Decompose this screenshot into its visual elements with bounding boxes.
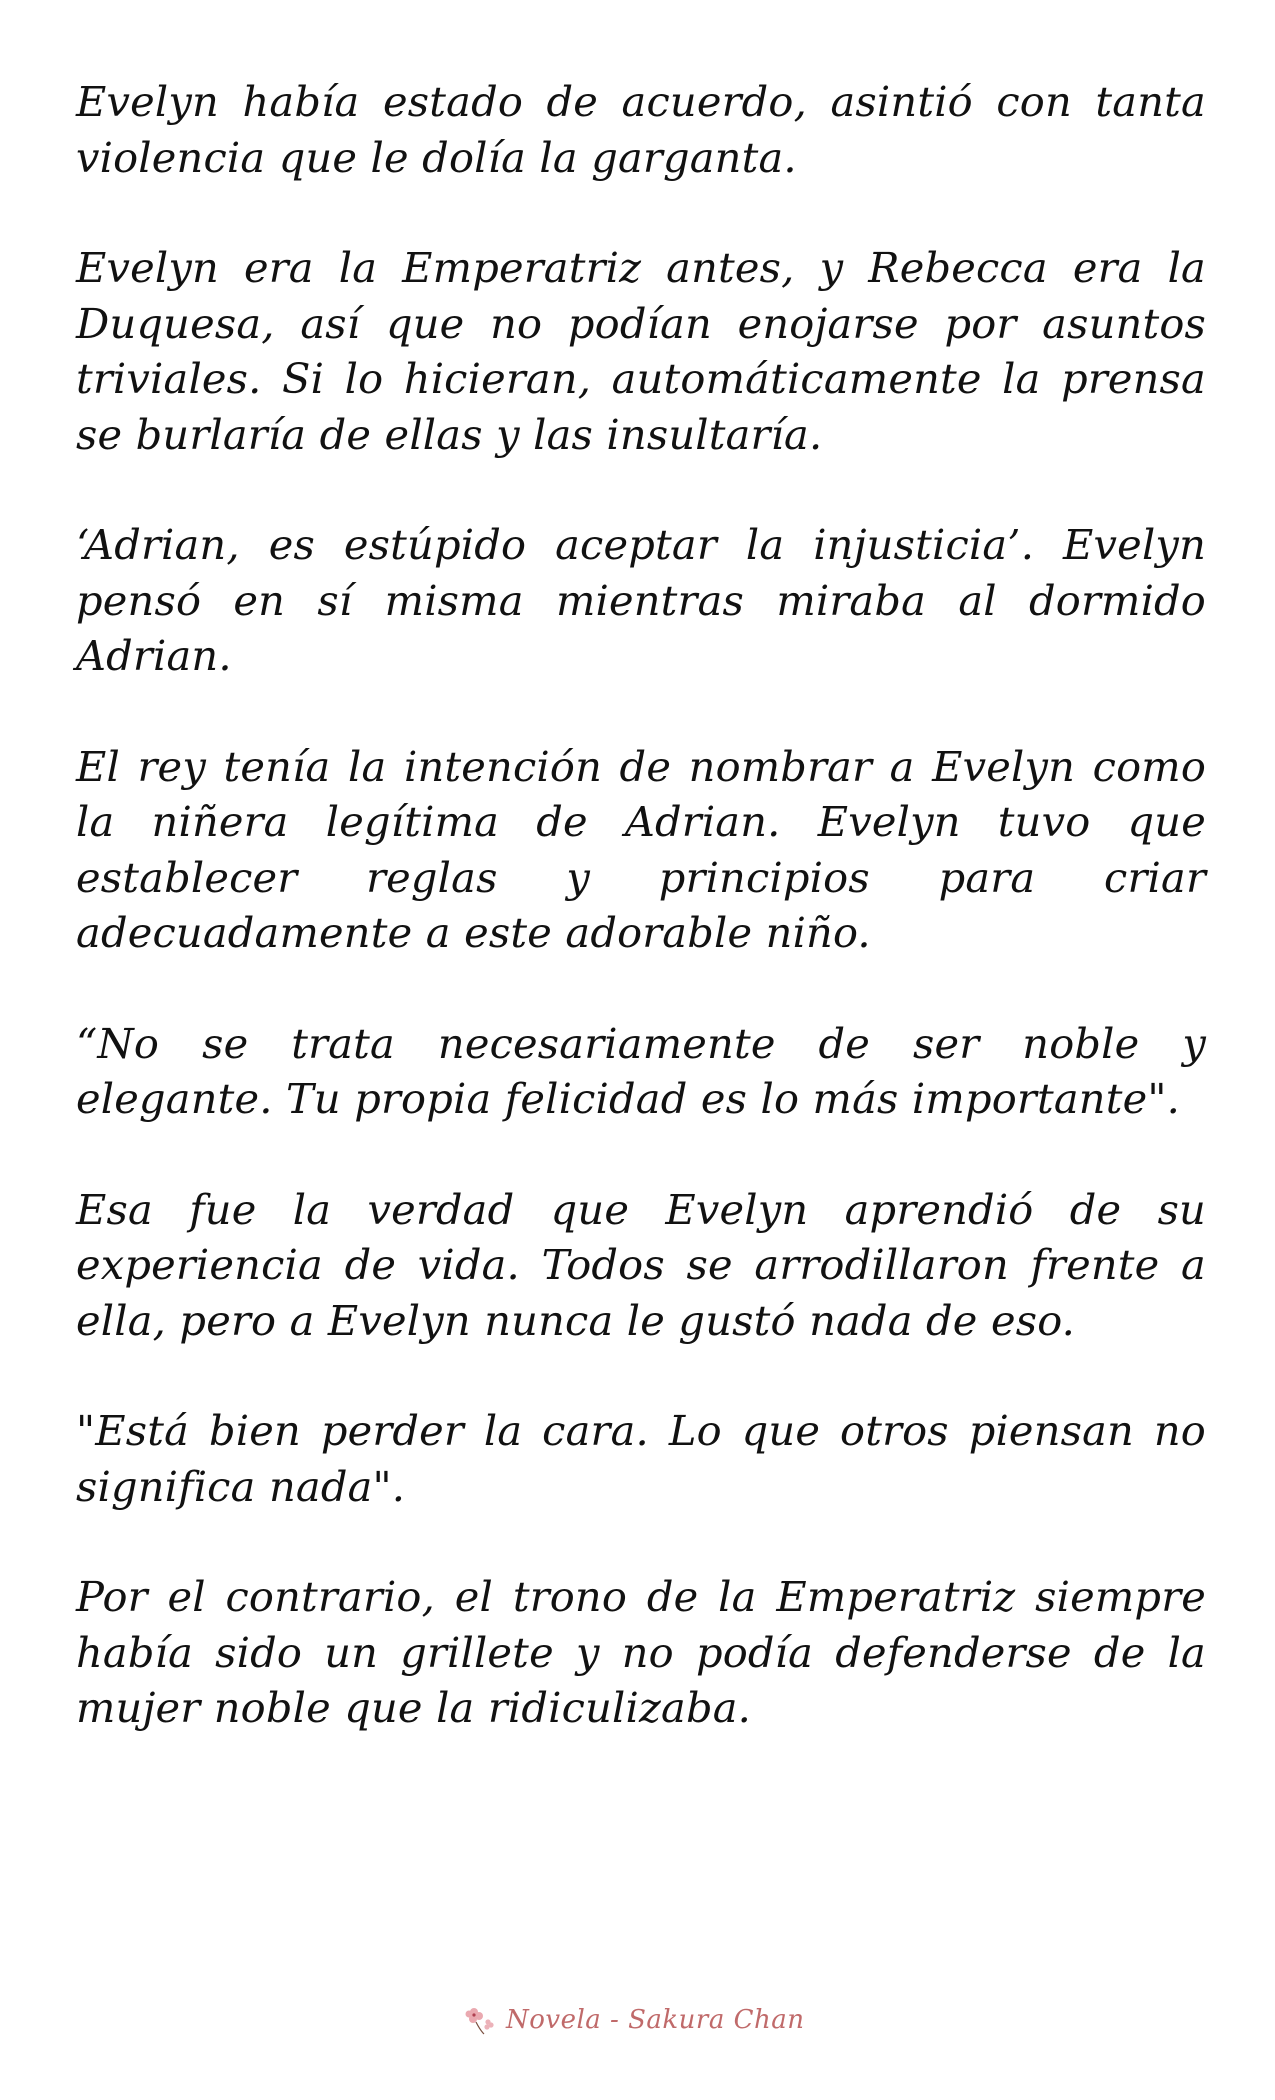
paragraph-8: Por el contrario, el trono de la Emperatriz siempre había sido un grillete y no podía defenderse de la mujer noble que la ridiculizaba. bbox=[76, 1572, 1206, 1732]
watermark-text: Novela - Sakura Chan bbox=[506, 2005, 805, 2035]
sakura-flower-icon bbox=[462, 2002, 498, 2038]
paragraph-7: "Está bien perder la cara. Lo que otros piensan no significa nada". bbox=[76, 1406, 1206, 1511]
paragraph-4: El rey tenía la intención de nombrar a Evelyn como la niñera legítima de Adrian. Evelyn tuvo que establecer reglas y principios para criar adecuadamente a este adorable niño. bbox=[76, 741, 1206, 957]
paragraph-2: Evelyn era la Emperatriz antes, y Rebecca era la Duquesa, así que no podían enojarse por asuntos triviales. Si lo hicieran, automáticamente la prensa se burlaría de ellas y las insultaría. bbox=[76, 243, 1206, 459]
paragraph-3: ‘Adrian, es estúpido aceptar la injusticia’. Evelyn pensó en sí misma mientras miraba al dormido Adrian. bbox=[76, 520, 1206, 680]
paragraph-1: Evelyn había estado de acuerdo, asintió con tanta violencia que le dolía la garganta. bbox=[76, 77, 1206, 182]
document-body bbox=[76, 74, 1206, 1791]
paragraph-6: Esa fue la verdad que Evelyn aprendió de su experiencia de vida. Todos se arrodillaron frente a ella, pero a Evelyn nunca le gustó nada de eso. bbox=[76, 1184, 1206, 1345]
paragraph-5: “No se trata necesariamente de ser noble y elegante. Tu propia felicidad es lo más importante". bbox=[76, 1018, 1206, 1123]
watermark bbox=[462, 1998, 842, 2042]
